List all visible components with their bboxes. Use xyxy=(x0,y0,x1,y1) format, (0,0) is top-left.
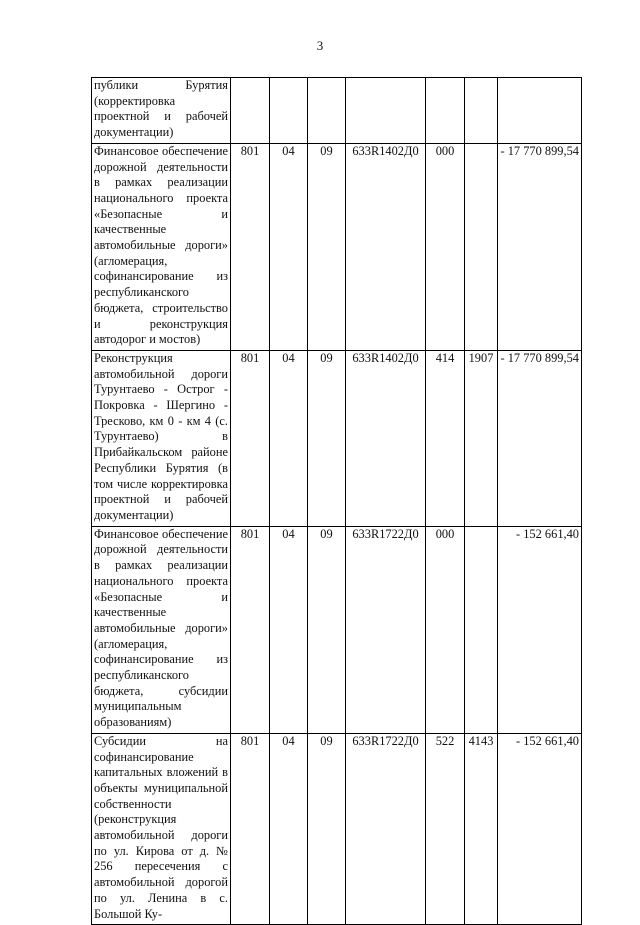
section-code: 04 xyxy=(270,143,308,350)
target-article-code: 633R1402Д0 xyxy=(346,350,426,526)
additional-code xyxy=(465,78,498,144)
additional-code: 4143 xyxy=(465,733,498,924)
ministry-code: 801 xyxy=(231,143,270,350)
table-row xyxy=(92,78,582,144)
subsection-code: 09 xyxy=(308,143,346,350)
subsection-code: 09 xyxy=(308,350,346,526)
amount: - 152 661,40 xyxy=(498,733,582,924)
additional-code: 1907 xyxy=(465,350,498,526)
row-description: публики Бурятия (корректировка проектной и рабочей документации) xyxy=(92,78,231,144)
target-article-code xyxy=(346,78,426,144)
page-number: 3 xyxy=(316,38,324,53)
ministry-code: 801 xyxy=(231,350,270,526)
expense-type-code: 414 xyxy=(426,350,465,526)
ministry-code: 801 xyxy=(231,526,270,733)
additional-code xyxy=(465,526,498,733)
section-code: 04 xyxy=(270,526,308,733)
section-code: 04 xyxy=(270,733,308,924)
subsection-code: 09 xyxy=(308,733,346,924)
budget-table xyxy=(91,77,582,925)
target-article-code: 633R1722Д0 xyxy=(346,526,426,733)
subsection-code xyxy=(308,78,346,144)
expense-type-code: 522 xyxy=(426,733,465,924)
target-article-code: 633R1402Д0 xyxy=(346,143,426,350)
expense-type-code xyxy=(426,78,465,144)
expense-type-code: 000 xyxy=(426,526,465,733)
target-article-code: 633R1722Д0 xyxy=(346,733,426,924)
amount: - 152 661,40 xyxy=(498,526,582,733)
table-row xyxy=(92,350,582,526)
ministry-code xyxy=(231,78,270,144)
subsection-code: 09 xyxy=(308,526,346,733)
amount: - 17 770 899,54 xyxy=(498,143,582,350)
table-row xyxy=(92,526,582,733)
table-row xyxy=(92,733,582,924)
row-description: Финансовое обеспечение дорожной деятельности в рамках реализации национального проекта «Безопасные и качественные автомобильные дороги» (агломерация, софинансирование из республиканского бюджета, субсидии муниципальным образованиям) xyxy=(92,526,231,733)
table-row xyxy=(92,143,582,350)
ministry-code: 801 xyxy=(231,733,270,924)
additional-code xyxy=(465,143,498,350)
row-description: Субсидии на софинансирование капитальных вложений в объекты муниципальной собственности (реконструкция автомобильной дороги по ул. Кирова от д. № 256 пересечения с автомобильной дорогой по ул. Ленина в с. Большой Ку- xyxy=(92,733,231,924)
section-code xyxy=(270,78,308,144)
row-description: Финансовое обеспечение дорожной деятельности в рамках реализации национального проекта «Безопасные и качественные автомобильные дороги» (агломерация, софинансирование из республиканского бюджета, строительство и реконструкция автодорог и мостов) xyxy=(92,143,231,350)
row-description: Реконструкция автомобильной дороги Турунтаево - Острог - Покровка - Шергино - Тресково, км 0 - км 4 (с. Турунтаево) в Прибайкальском районе Республики Бурятия (в том числе корректировка проектной и рабочей документации) xyxy=(92,350,231,526)
amount xyxy=(498,78,582,144)
section-code: 04 xyxy=(270,350,308,526)
expense-type-code: 000 xyxy=(426,143,465,350)
amount: - 17 770 899,54 xyxy=(498,350,582,526)
